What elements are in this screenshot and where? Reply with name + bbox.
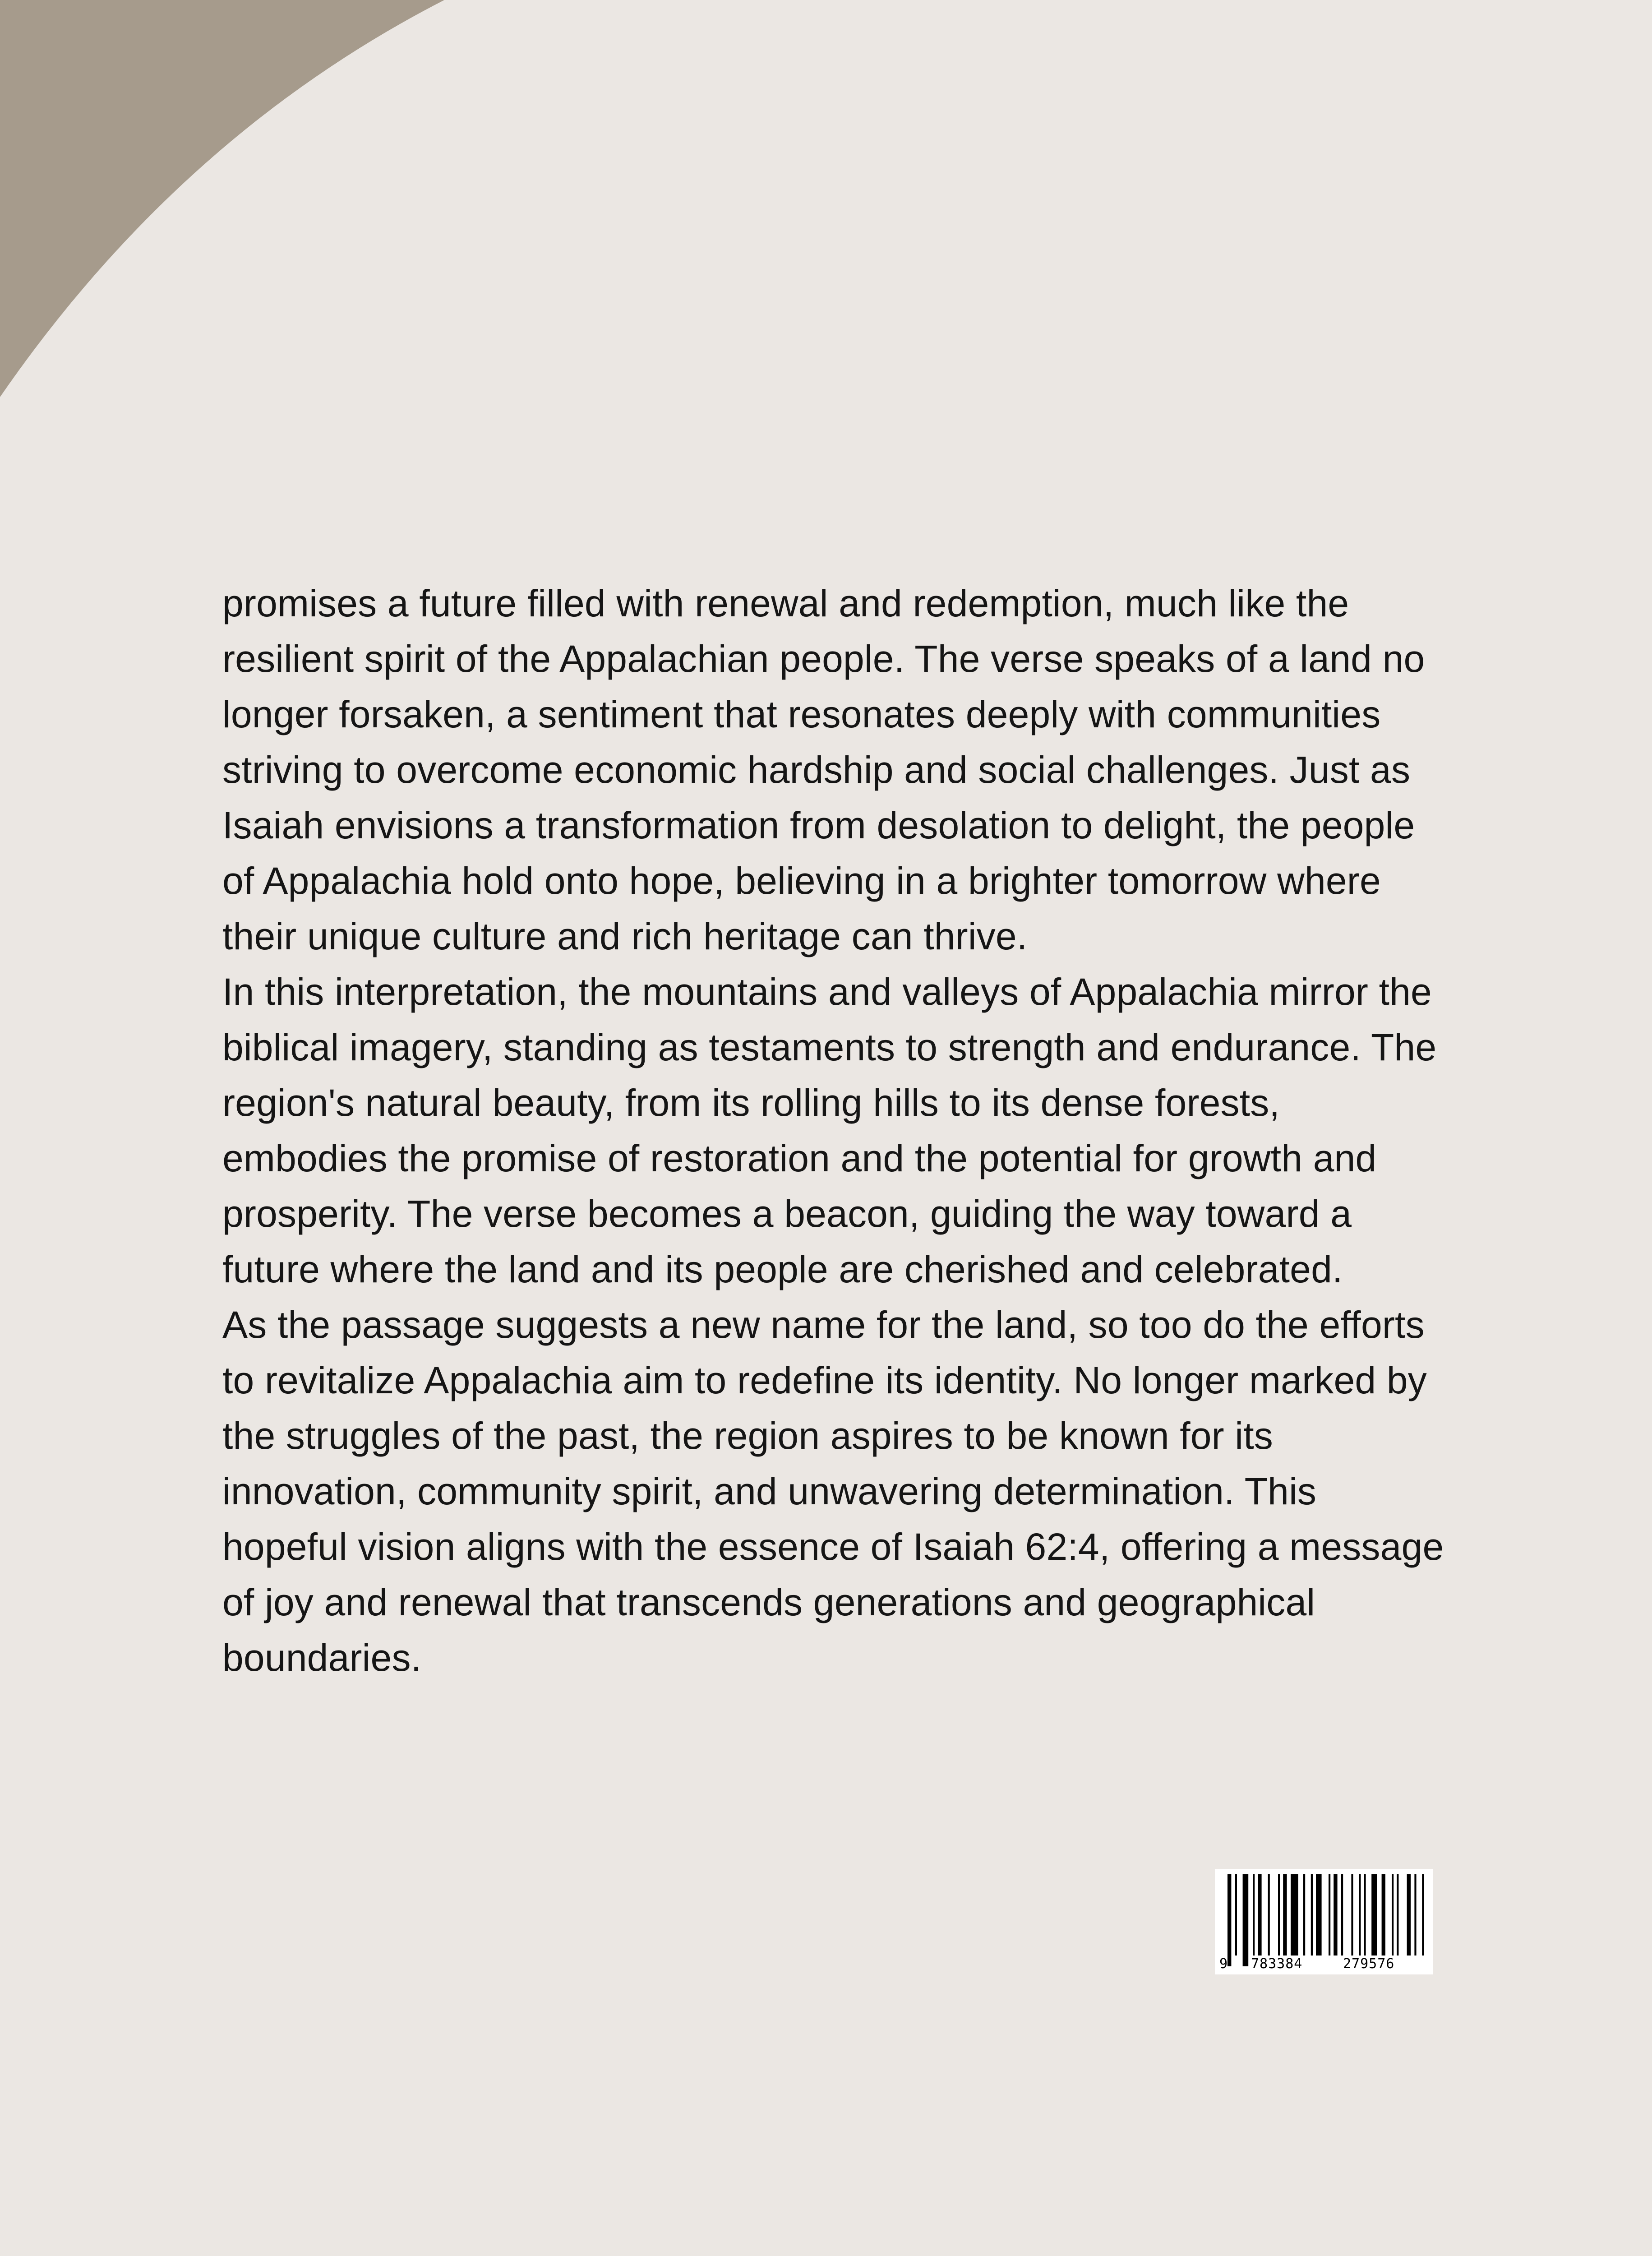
barcode-bar (1364, 1874, 1366, 1956)
barcode-bar (1268, 1874, 1270, 1956)
paragraph-2: In this interpretation, the mountains and valleys of Appalachia mirror the biblical imagery, standing as testaments to strength and endurance. The region's natural beauty, from its rolling hills to its dense forests, embodies the promise of restoration and the potential for growth and prosperity. The verse becomes a beacon, guiding the way toward a future where the land and its people are cherished and celebrated. (222, 971, 1437, 1290)
back-cover-body-text (222, 576, 1449, 1686)
barcode-bar (1253, 1874, 1255, 1956)
barcode-bar (1414, 1874, 1416, 1956)
barcode-bar (1258, 1874, 1261, 1956)
barcode-bar (1351, 1874, 1353, 1956)
paragraph-1: promises a future filled with renewal and redemption, much like the resilient spirit of the Appalachian people. The verse speaks of a land no longer forsaken, a sentiment that resonates deeply with communities striving to overcome economic hardship and social challenges. Just as Isaiah envisions a transformation from desolation to delight, the people of Appalachia hold onto hope, believing in a brighter tomorrow where their unique culture and rich heritage can thrive. (222, 582, 1425, 957)
barcode-bar (1334, 1874, 1337, 1956)
barcode-bar (1392, 1874, 1394, 1956)
barcode-bar (1278, 1874, 1280, 1956)
barcode-bar (1316, 1874, 1322, 1956)
barcode-right-digits: 279576 (1343, 1956, 1395, 1972)
barcode-bar (1422, 1874, 1424, 1956)
barcode-bar (1359, 1874, 1361, 1956)
barcode-bar (1397, 1874, 1398, 1956)
barcode-bar (1235, 1874, 1237, 1956)
barcode-bar (1283, 1874, 1287, 1956)
barcode-bar (1371, 1874, 1377, 1956)
barcode-lead-digit: 9 (1219, 1956, 1228, 1972)
barcode-bar (1341, 1874, 1343, 1956)
corner-arc-decoration (0, 0, 451, 406)
barcode-bar (1382, 1874, 1385, 1956)
barcode-bar (1329, 1874, 1330, 1956)
barcode-bar (1227, 1874, 1231, 1966)
barcode-bar (1243, 1874, 1249, 1966)
barcode-bar (1407, 1874, 1411, 1956)
barcode-bar (1311, 1874, 1313, 1956)
barcode-bar (1291, 1874, 1298, 1956)
barcode-bars (1215, 1869, 1433, 1974)
paragraph-3: As the passage suggests a new name for the land, so too do the efforts to revitalize Appalachia aim to redefine its identity. No longer marked by the struggles of the past, the region aspires to be known for its innovation, community spirit, and unwavering determination. This hopeful vision aligns with the essence of Isaiah 62:4, offering a message of joy and renewal that transcends generations and geographical boundaries. (222, 1304, 1444, 1679)
isbn-barcode (1215, 1869, 1433, 1974)
barcode-left-digits: 783384 (1251, 1956, 1303, 1972)
barcode-bar (1303, 1874, 1305, 1956)
